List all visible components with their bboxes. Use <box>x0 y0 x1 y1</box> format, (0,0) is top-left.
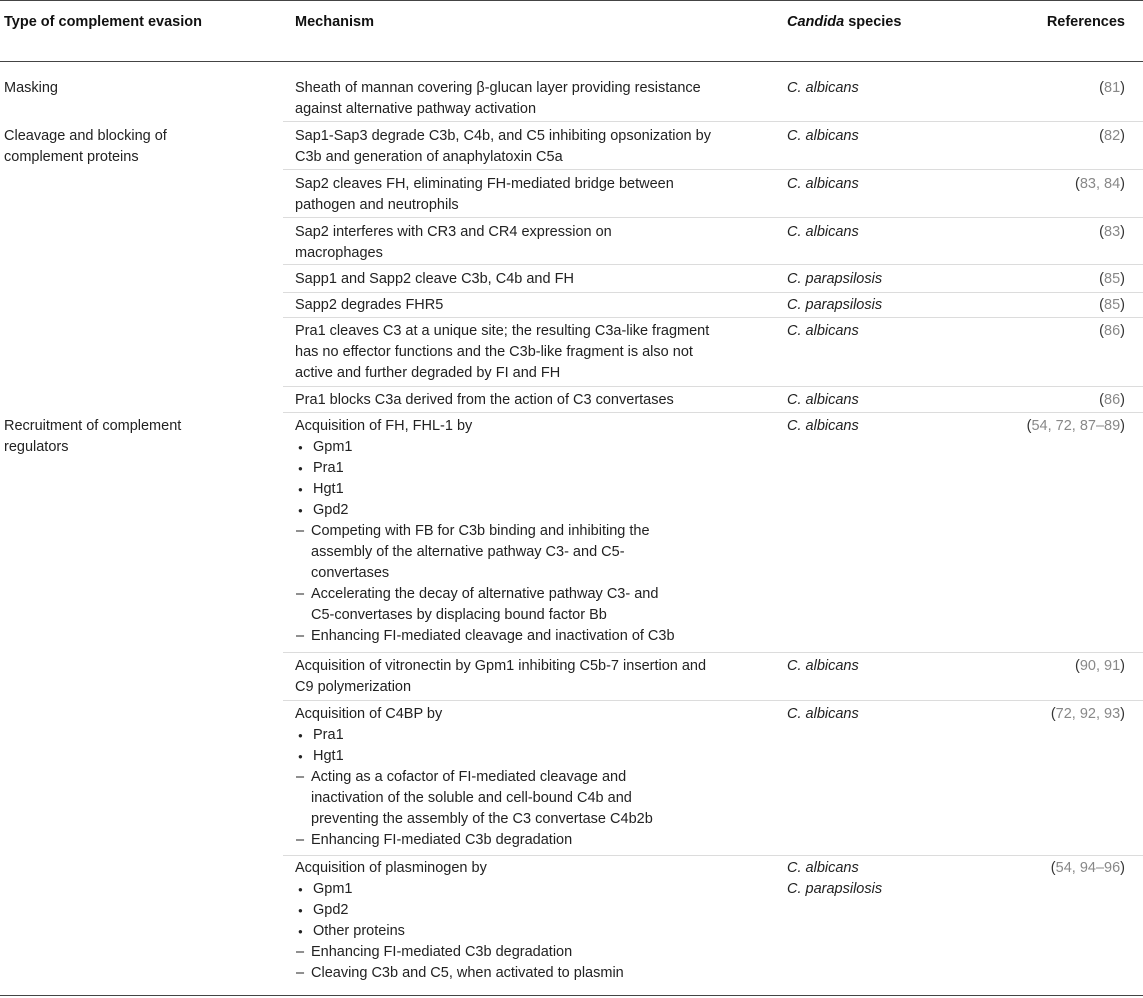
row-separator <box>283 386 1143 387</box>
bullet-item: ● Gpm1 <box>295 879 700 900</box>
row-8-type: Recruitment of complement regulators <box>4 418 182 455</box>
row-7-mechanism: Pra1 blocks C3a derived from the action of C3 convertases <box>295 392 674 408</box>
row-8-mechanism <box>295 416 685 647</box>
row-2-mechanism: Sap2 cleaves FH, eliminating FH-mediated bridge between pathogen and neutrophils <box>295 176 674 213</box>
row-9-refs: (90, 91) <box>1074 658 1125 674</box>
bullet-item: ● Hgt1 <box>295 746 700 767</box>
row-2-refs: (83, 84) <box>1074 176 1125 192</box>
row-7-refs: (86) <box>1099 392 1125 408</box>
header-species <box>787 12 987 33</box>
row-5-species: C. parapsilosis <box>787 297 883 313</box>
row-separator <box>283 264 1143 265</box>
mechanism-intro: Acquisition of FH, FHL-1 by <box>295 418 473 434</box>
dash-item: – Competing with FB for C3b binding and inhibiting the assembly of the alternative pathway C3- and C5-convertases <box>295 521 685 584</box>
header-species-rest: species <box>844 14 902 30</box>
row-separator <box>283 412 1143 413</box>
row-1-mechanism: Sap1-Sap3 degrade C3b, C4b, and C5 inhibiting opsonization by C3b and generation of anaphylatoxin C5a <box>295 128 711 165</box>
row-separator <box>283 317 1143 318</box>
dash-item: – Acting as a cofactor of FI-mediated cleavage and inactivation of the soluble and cell-bound C4b and preventing the assembly of the C3 convertase C4b2b <box>295 767 700 830</box>
bullet-item: ● Pra1 <box>295 458 685 479</box>
row-6-mechanism: Pra1 cleaves C3 at a unique site; the resulting C3a-like fragment has no effector functions and the C3b-like fragment is also not active and further degraded by FI and FH <box>295 323 710 381</box>
header-references: References <box>1046 14 1125 30</box>
row-0-type: Masking <box>4 80 58 96</box>
row-3-species: C. albicans <box>787 224 859 240</box>
bullet-item: ● Gpm1 <box>295 437 685 458</box>
row-0-mechanism: Sheath of mannan covering β-glucan layer providing resistance against alternative pathway activation <box>295 80 701 117</box>
row-4-mechanism: Sapp1 and Sapp2 cleave C3b, C4b and FH <box>295 271 574 287</box>
row-5-refs: (85) <box>1099 297 1125 313</box>
mechanism-intro: Acquisition of plasminogen by <box>295 860 487 876</box>
species-1: C. albicans <box>787 860 859 876</box>
row-1-refs: (82) <box>1099 128 1125 144</box>
table-bottom-rule <box>0 995 1143 996</box>
row-5-mechanism: Sapp2 degrades FHR5 <box>295 297 444 313</box>
header-species-genus: Candida <box>787 14 845 30</box>
row-1-type: Cleavage and blocking of complement proteins <box>4 128 167 165</box>
row-11-mechanism <box>295 858 700 984</box>
row-9-mechanism: Acquisition of vitronectin by Gpm1 inhibiting C5b-7 insertion and C9 polymerization <box>295 658 707 695</box>
row-10-mechanism <box>295 704 700 851</box>
bullet-item: ● Gpd2 <box>295 900 700 921</box>
row-10-species: C. albicans <box>787 706 859 722</box>
dash-item: – Enhancing FI-mediated C3b degradation <box>295 942 700 963</box>
row-6-refs: (86) <box>1099 323 1125 339</box>
row-6-species: C. albicans <box>787 323 859 339</box>
row-2-species: C. albicans <box>787 176 859 192</box>
dash-item: – Enhancing FI-mediated cleavage and inactivation of C3b <box>295 626 685 647</box>
row-separator <box>283 217 1143 218</box>
bullet-item: ● Hgt1 <box>295 479 685 500</box>
row-4-species: C. parapsilosis <box>787 271 883 287</box>
row-9-species: C. albicans <box>787 658 859 674</box>
header-type: Type of complement evasion <box>4 14 202 30</box>
row-10-refs: (72, 92, 93) <box>1050 706 1125 722</box>
mechanism-intro: Acquisition of C4BP by <box>295 706 443 722</box>
dash-item: – Enhancing FI-mediated C3b degradation <box>295 830 700 851</box>
header-mechanism: Mechanism <box>295 14 374 30</box>
row-separator <box>283 855 1143 856</box>
bullet-item: ● Gpd2 <box>295 500 685 521</box>
row-0-species: C. albicans <box>787 80 859 96</box>
row-separator <box>283 292 1143 293</box>
row-3-refs: (83) <box>1099 224 1125 240</box>
row-11-species <box>787 858 987 900</box>
row-8-refs: (54, 72, 87–89) <box>1026 418 1125 434</box>
bullet-item: ● Other proteins <box>295 921 700 942</box>
row-7-species: C. albicans <box>787 392 859 408</box>
table-top-rule <box>0 0 1143 1</box>
dash-item: – Accelerating the decay of alternative pathway C3- and C5-convertases by displacing bound factor Bb <box>295 584 685 626</box>
row-separator <box>283 700 1143 701</box>
species-2: C. parapsilosis <box>787 881 883 897</box>
row-3-mechanism: Sap2 interferes with CR3 and CR4 expression on macrophages <box>295 224 612 261</box>
row-11-refs: (54, 94–96) <box>1050 860 1125 876</box>
row-8-species: C. albicans <box>787 418 859 434</box>
row-separator <box>283 169 1143 170</box>
bullet-item: ● Pra1 <box>295 725 700 746</box>
table-header-rule <box>0 61 1143 62</box>
row-separator <box>283 652 1143 653</box>
dash-item: – Cleaving C3b and C5, when activated to plasmin <box>295 963 700 984</box>
row-1-species: C. albicans <box>787 128 859 144</box>
row-separator <box>283 121 1143 122</box>
row-0-refs: (81) <box>1099 80 1125 96</box>
row-4-refs: (85) <box>1099 271 1125 287</box>
